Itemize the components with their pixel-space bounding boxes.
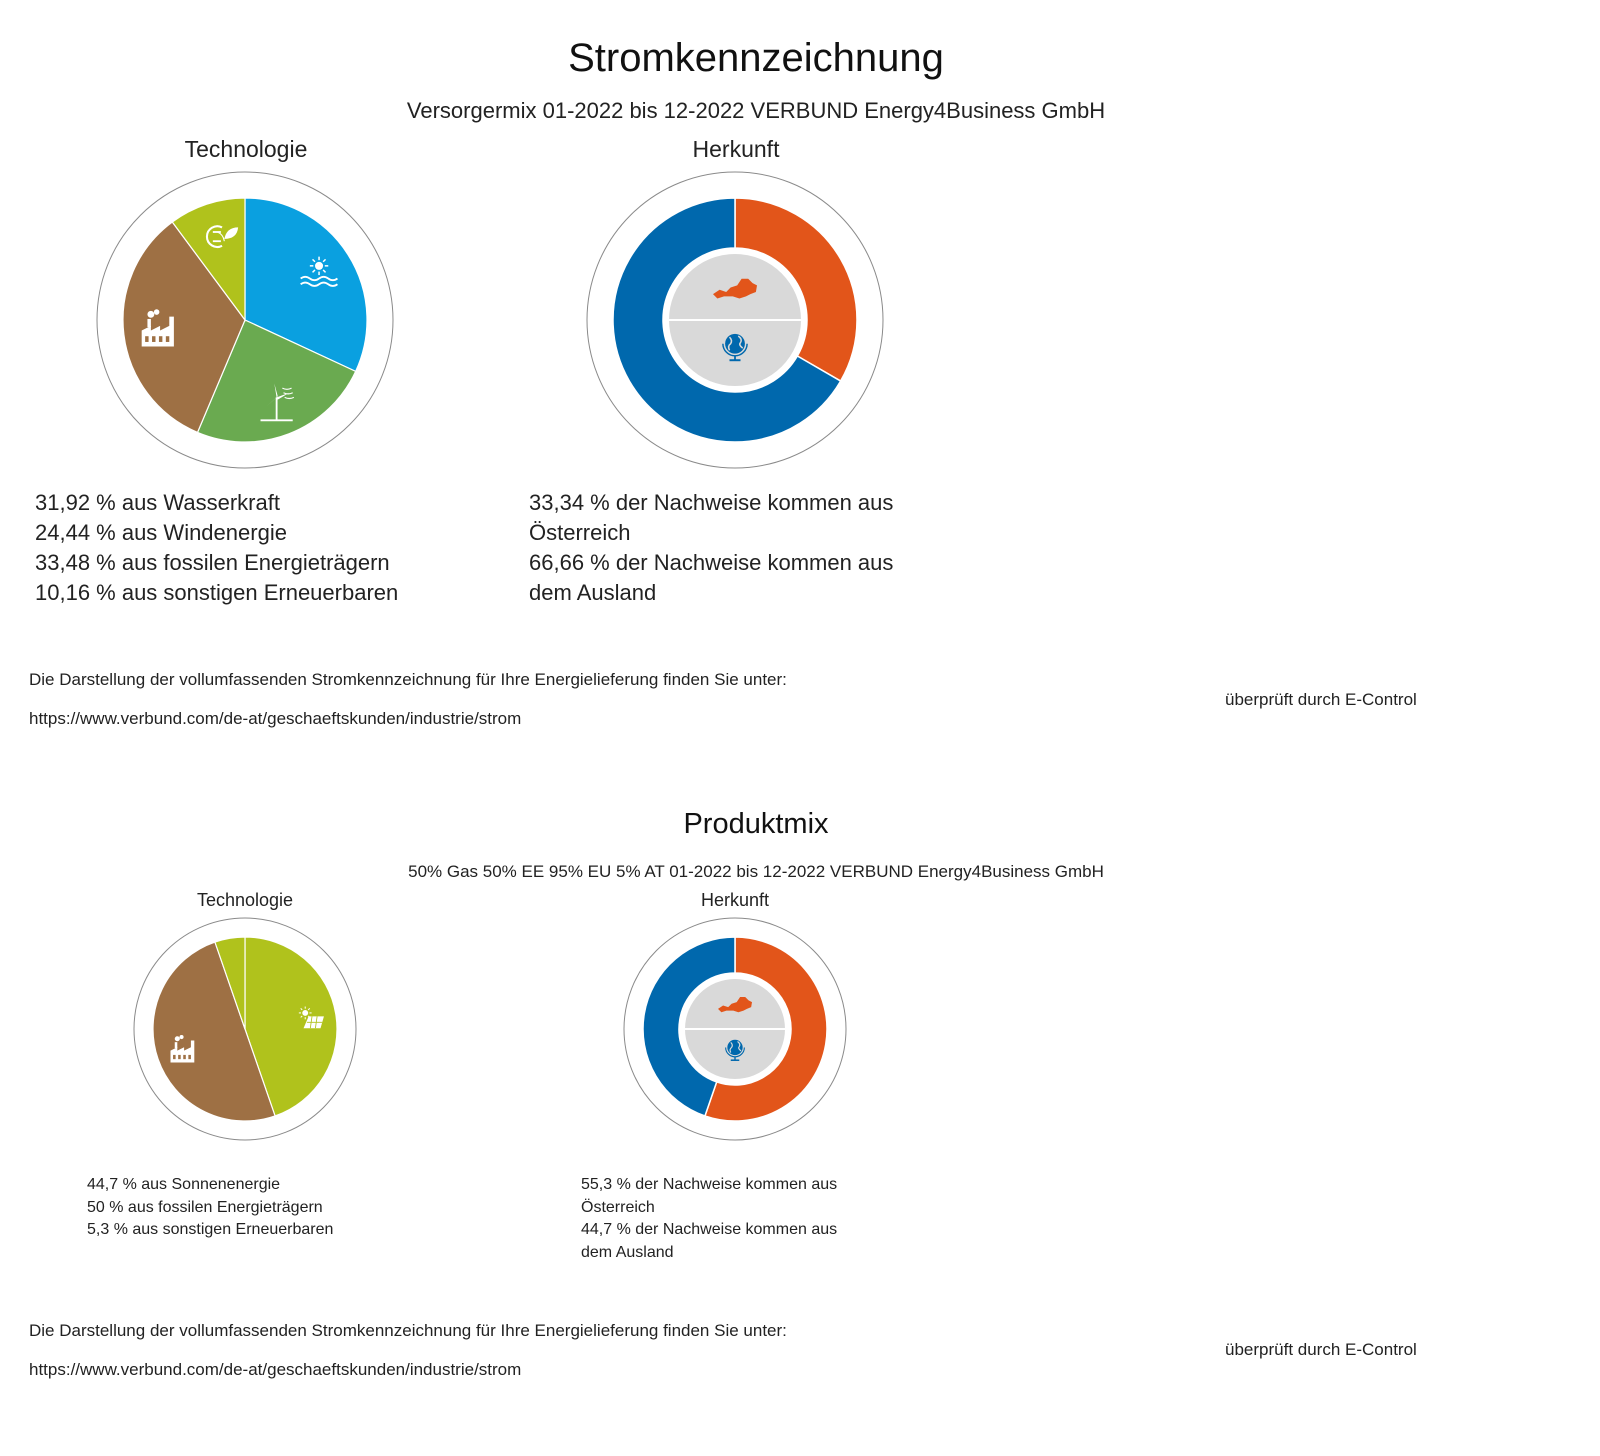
origin-chart-title: Herkunft [692,136,780,162]
legend-item: 50 % aus fossilen Energieträgern [87,1198,323,1216]
info-link[interactable]: https://www.verbund.com/de-at/geschaeftskunden/industrie/strom [29,1360,522,1379]
origin-donut-chart [622,916,848,1142]
legend-item: 24,44 % aus Windenergie [35,520,287,545]
origin-legend [581,1174,837,1264]
legend-item: dem Ausland [581,1243,674,1261]
legend-item: 44,7 % der Nachweise kommen aus [581,1221,838,1238]
origin-legend [529,488,893,608]
origin-donut-chart [585,170,885,470]
technology-chart-title: Technologie [184,136,308,162]
technology-pie-chart [95,170,395,470]
legend-item: 33,48 % aus fossilen Energieträgern [35,550,390,575]
page-subtitle: Versorgermix 01-2022 bis 12-2022 VERBUND Energy4Business GmbH [406,98,1106,123]
verified-label: überprüft durch E-Control [1225,690,1417,709]
info-text: Die Darstellung der vollumfassenden Stromkennzeichnung für Ihre Energielieferung finden Sie unter: [29,670,787,689]
product-mix-subtitle: 50% Gas 50% EE 95% EU 5% AT 01-2022 bis 12-2022 VERBUND Energy4Business GmbH [408,862,1104,881]
legend-item: 31,92 % aus Wasserkraft [35,490,280,515]
technology-legend [87,1174,333,1242]
legend-item: 10,16 % aus sonstigen Erneuerbaren [35,580,399,605]
page-title: Stromkennzeichnung [568,36,944,80]
legend-item: Österreich [529,520,631,545]
info-link[interactable]: https://www.verbund.com/de-at/geschaeftskunden/industrie/strom [29,709,522,728]
technology-chart-title: Technologie [196,890,294,910]
legend-item: 44,7 % aus Sonnenenergie [87,1176,281,1193]
legend-item: 33,34 % der Nachweise kommen aus [529,490,894,515]
technology-pie-chart [132,916,358,1142]
product-mix-title: Produktmix [683,808,829,840]
verified-label: überprüft durch E-Control [1225,1340,1417,1359]
legend-item: dem Ausland [529,580,657,605]
info-text: Die Darstellung der vollumfassenden Stromkennzeichnung für Ihre Energielieferung finden Sie unter: [29,1321,787,1340]
origin-chart-title: Herkunft [700,890,770,910]
legend-item: Österreich [581,1198,655,1216]
legend-item: 5,3 % aus sonstigen Erneuerbaren [87,1221,334,1238]
technology-legend [35,488,398,608]
legend-item: 55,3 % der Nachweise kommen aus [581,1176,838,1193]
legend-item: 66,66 % der Nachweise kommen aus [529,550,894,575]
